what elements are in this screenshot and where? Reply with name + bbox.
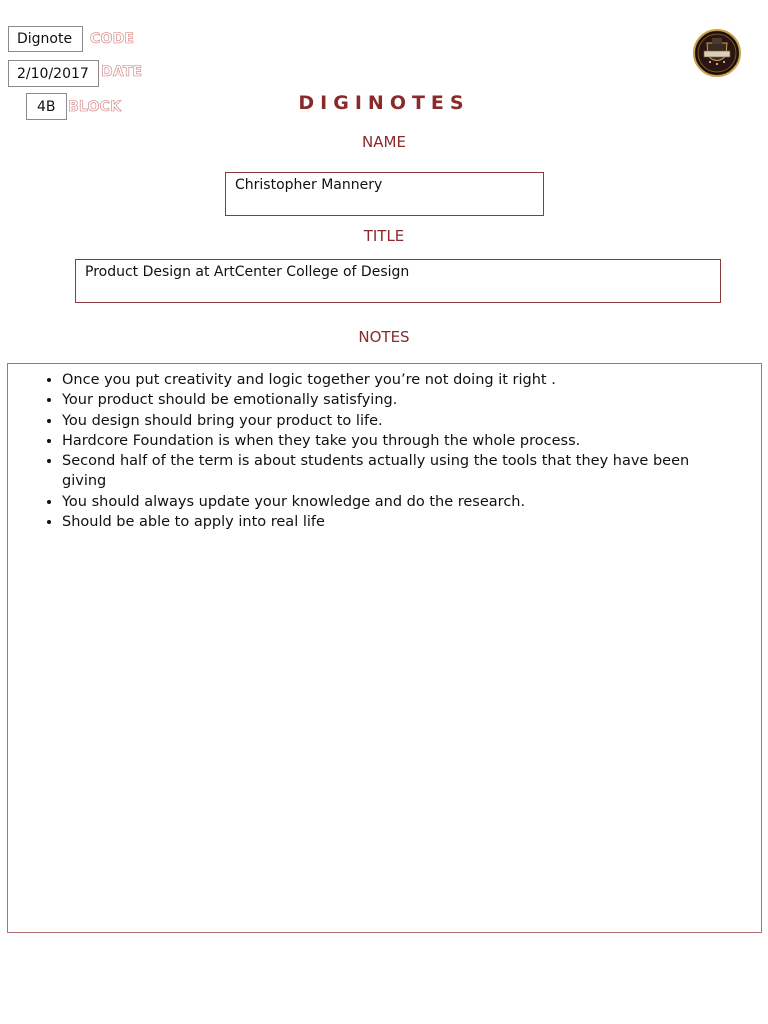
name-field[interactable]: Christopher Mannery [225,172,544,216]
title-label: TITLE [363,227,405,245]
block-field[interactable]: 4B [26,93,67,120]
code-field[interactable]: Dignote [8,26,83,52]
list-item: • You should always update your knowledge and do the research. [62,492,761,512]
notes-list [8,370,761,532]
block-label: BLOCK [68,99,122,115]
notes-label: NOTES [358,328,410,346]
shield-crest-icon [693,29,741,77]
list-item: • Once you put creativity and logic together you’re not doing it right . [62,370,761,390]
date-label: DATE [101,64,143,80]
notes-area[interactable] [7,363,762,933]
list-item: • Your product should be emotionally satisfying. [62,390,761,410]
list-item: • You design should bring your product to life. [62,411,761,431]
list-item: • Second half of the term is about students actually using the tools that they have been giving [62,451,761,492]
code-label: CODE [90,31,135,47]
name-label: NAME [362,133,406,151]
page-title: DIGINOTES [298,92,470,114]
title-field[interactable]: Product Design at ArtCenter College of Design [75,259,721,303]
date-field[interactable]: 2/10/2017 [8,60,99,87]
list-item: • Hardcore Foundation is when they take you through the whole process. [62,431,761,451]
list-item: • Should be able to apply into real life [62,512,761,532]
